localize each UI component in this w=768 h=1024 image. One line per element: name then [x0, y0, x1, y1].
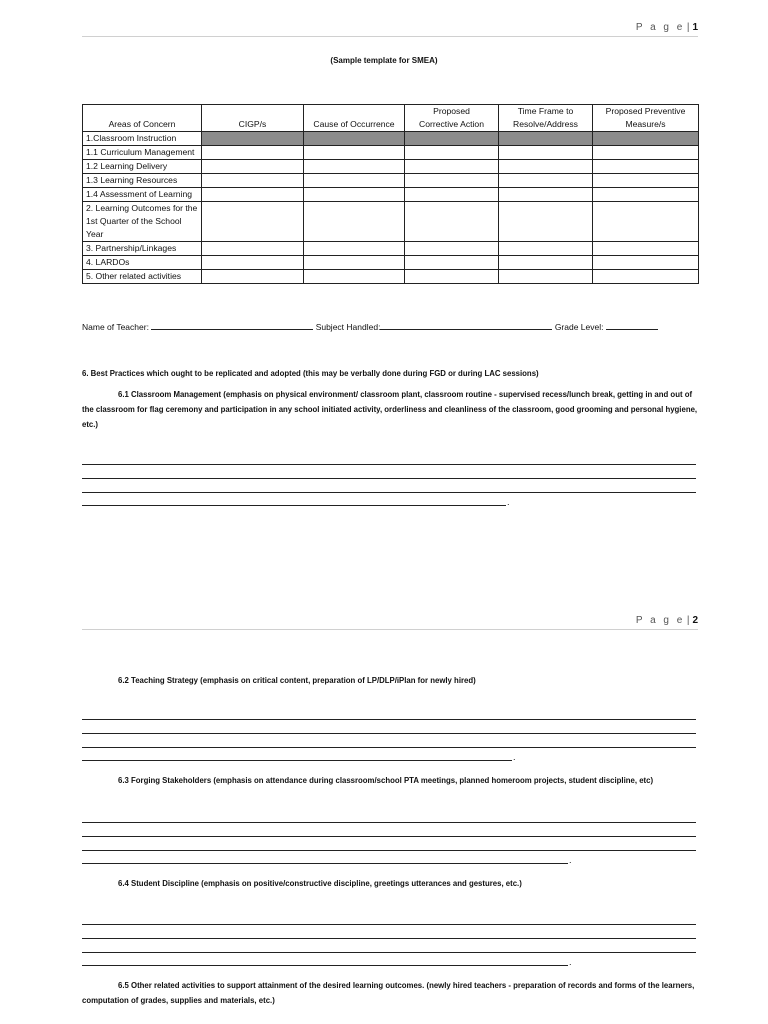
- table-cell[interactable]: [304, 256, 405, 270]
- table-cell[interactable]: [304, 160, 405, 174]
- answer-line[interactable]: [82, 952, 696, 953]
- table-cell[interactable]: [304, 146, 405, 160]
- answer-line[interactable]: [82, 464, 696, 465]
- table-cell[interactable]: [499, 202, 593, 242]
- row-label: 1.1 Curriculum Management: [83, 146, 202, 160]
- page-label: P a g e: [635, 615, 685, 626]
- grade-label: Grade Level:: [554, 322, 604, 332]
- section-6-1-text: 6.1 Classroom Management (emphasis on physical environment/ classroom plant, classroom routine - supervised recess/lunch break, getting in and out of the classroom for flag ceremony and participation in any school initiated activity, orderliness and cleanliness of the classroom, good grooming and personal hygiene, etc.): [82, 390, 698, 429]
- page-label: P a g e: [635, 22, 685, 33]
- table-cell[interactable]: [202, 146, 304, 160]
- table-cell[interactable]: [593, 270, 699, 284]
- smea-table: [82, 104, 699, 284]
- table-row: [83, 256, 699, 270]
- teacher-info-row: [82, 320, 698, 332]
- row-label: 2. Learning Outcomes for the 1st Quarter of the School Year: [83, 202, 202, 242]
- table-cell[interactable]: [593, 188, 699, 202]
- answer-line[interactable]: [82, 733, 696, 734]
- page-header: P a g e | 1: [82, 22, 698, 37]
- period: .: [569, 957, 572, 967]
- row-label: 5. Other related activities: [83, 270, 202, 284]
- answer-line[interactable]: [82, 760, 512, 761]
- subject-label: Subject Handled:: [315, 322, 381, 332]
- table-cell[interactable]: [202, 242, 304, 256]
- table-cell[interactable]: [304, 270, 405, 284]
- table-cell[interactable]: [202, 132, 304, 146]
- table-row: [83, 132, 699, 146]
- table-cell[interactable]: [405, 132, 499, 146]
- table-cell[interactable]: [499, 256, 593, 270]
- table-cell[interactable]: [405, 256, 499, 270]
- page-number: 1: [692, 22, 698, 33]
- table-cell[interactable]: [304, 188, 405, 202]
- section-6-5-text: 6.5 Other related activities to support attainment of the desired learning outcomes. (newly hired teachers - preparation of records and forms of the learners, computation of grades, supplies and materials, etc.): [82, 981, 695, 1005]
- answer-line[interactable]: [82, 836, 696, 837]
- period: .: [513, 752, 516, 762]
- table-cell[interactable]: [499, 242, 593, 256]
- table-cell[interactable]: [593, 202, 699, 242]
- table-cell[interactable]: [593, 146, 699, 160]
- table-cell[interactable]: [405, 270, 499, 284]
- table-cell[interactable]: [405, 188, 499, 202]
- answer-line[interactable]: [82, 478, 696, 479]
- table-cell[interactable]: [304, 132, 405, 146]
- table-row: [83, 270, 699, 284]
- grade-level-field[interactable]: [606, 320, 658, 330]
- table-cell[interactable]: [202, 174, 304, 188]
- teacher-name-field[interactable]: [151, 320, 313, 330]
- row-label: 1.2 Learning Delivery: [83, 160, 202, 174]
- col-header: Proposed Preventive Measure/s: [593, 105, 699, 132]
- table-cell[interactable]: [304, 174, 405, 188]
- table-cell[interactable]: [499, 146, 593, 160]
- table-cell[interactable]: [499, 160, 593, 174]
- table-cell[interactable]: [499, 188, 593, 202]
- answer-line[interactable]: [82, 965, 568, 966]
- table-cell[interactable]: [593, 174, 699, 188]
- answer-line[interactable]: [82, 850, 696, 851]
- table-cell[interactable]: [593, 132, 699, 146]
- row-label: 1.4 Assessment of Learning: [83, 188, 202, 202]
- col-header: CIGP/s: [202, 105, 304, 132]
- col-header: Proposed Corrective Action: [405, 105, 499, 132]
- answer-line[interactable]: [82, 863, 568, 864]
- page-number: 2: [692, 615, 698, 626]
- period: .: [569, 855, 572, 865]
- section-6-heading: 6. Best Practices which ought to be replicated and adopted (this may be verbally done during FGD or during LAC sessions): [82, 369, 539, 378]
- section-6-4-text: 6.4 Student Discipline (emphasis on positive/constructive discipline, greetings utterances and gestures, etc.): [118, 879, 522, 888]
- answer-line[interactable]: [82, 938, 696, 939]
- period: .: [507, 497, 510, 507]
- table-cell[interactable]: [405, 160, 499, 174]
- table-cell[interactable]: [202, 256, 304, 270]
- table-cell[interactable]: [405, 242, 499, 256]
- table-cell[interactable]: [405, 146, 499, 160]
- table-cell[interactable]: [202, 270, 304, 284]
- subject-field[interactable]: [380, 320, 552, 330]
- table-row: [83, 160, 699, 174]
- col-header: Time Frame to Resolve/Address: [499, 105, 593, 132]
- answer-line[interactable]: [82, 505, 506, 506]
- col-header: Cause of Occurrence: [304, 105, 405, 132]
- table-row: [83, 174, 699, 188]
- document-title: (Sample template for SMEA): [330, 56, 438, 65]
- answer-line[interactable]: [82, 492, 696, 493]
- answer-line[interactable]: [82, 719, 696, 720]
- row-label: 1.3 Learning Resources: [83, 174, 202, 188]
- row-label: 4. LARDOs: [83, 256, 202, 270]
- answer-line[interactable]: [82, 747, 696, 748]
- table-header-row: [83, 105, 699, 132]
- table-cell[interactable]: [405, 202, 499, 242]
- table-cell[interactable]: [499, 174, 593, 188]
- table-cell[interactable]: [202, 202, 304, 242]
- table-cell[interactable]: [593, 160, 699, 174]
- table-cell[interactable]: [593, 256, 699, 270]
- table-cell[interactable]: [202, 188, 304, 202]
- table-row: [83, 146, 699, 160]
- table-row: [83, 242, 699, 256]
- answer-line[interactable]: [82, 924, 696, 925]
- section-6-2-text: 6.2 Teaching Strategy (emphasis on critical content, preparation of LP/DLP/iPlan for newly hired): [118, 676, 476, 685]
- page-header: P a g e | 2: [82, 615, 698, 630]
- table-cell[interactable]: [593, 242, 699, 256]
- row-label: 3. Partnership/Linkages: [83, 242, 202, 256]
- teacher-label: Name of Teacher:: [82, 322, 149, 332]
- table-row: [83, 188, 699, 202]
- table-cell[interactable]: [202, 160, 304, 174]
- col-header: Areas of Concern: [83, 105, 202, 132]
- answer-line[interactable]: [82, 822, 696, 823]
- table-cell[interactable]: [499, 270, 593, 284]
- table-cell[interactable]: [304, 202, 405, 242]
- table-cell[interactable]: [405, 174, 499, 188]
- section-6-3-text: 6.3 Forging Stakeholders (emphasis on attendance during classroom/school PTA meetings, planned homeroom projects, student discipline, etc): [118, 776, 654, 785]
- table-cell[interactable]: [499, 132, 593, 146]
- table-row: [83, 202, 699, 242]
- row-label: 1.Classroom Instruction: [83, 132, 202, 146]
- table-cell[interactable]: [304, 242, 405, 256]
